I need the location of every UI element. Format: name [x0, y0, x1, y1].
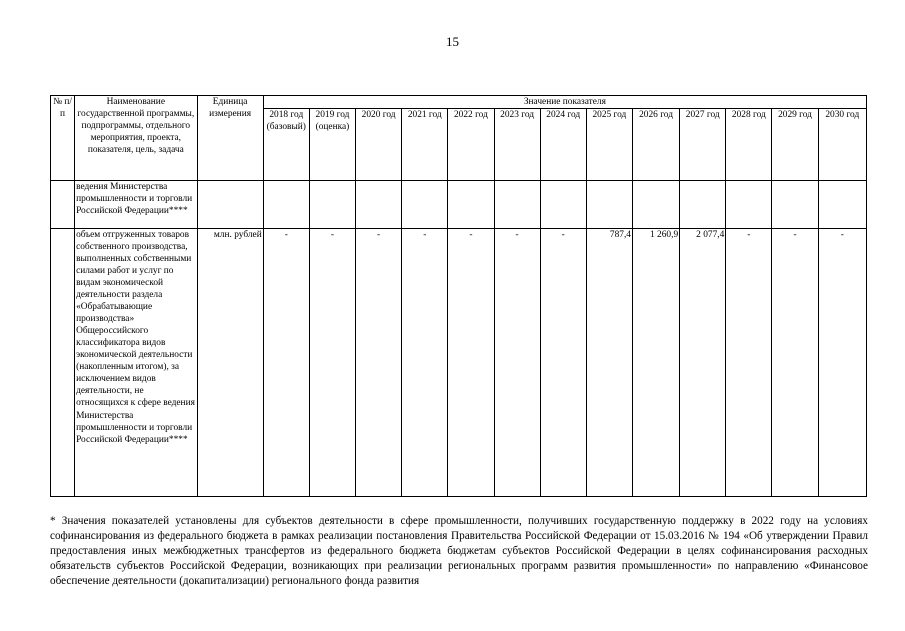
row-value: - [356, 229, 402, 497]
row-value [772, 181, 818, 229]
header-year: 2019 год (оценка) [309, 109, 355, 181]
header-unit: Единица измерения [197, 96, 263, 181]
row-value [494, 181, 540, 229]
page-number: 15 [446, 34, 459, 49]
row-num [51, 181, 75, 229]
row-value: - [263, 229, 309, 497]
row-value [309, 181, 355, 229]
row-name: объем отгруженных товаров собственного производства, выполненных собственными силами работ и услуг по видам экономической деятельности раздела «Обрабатывающие производства» Общероссийского классификатора видов экономической деятельности (накопленным итогом), за исключением видов деятельности, не относящихся к сфере ведения Министерства промышленности и торговли Российской Федерации**** [75, 229, 197, 497]
row-value [632, 181, 679, 229]
header-year: 2023 год [494, 109, 540, 181]
header-value-group: Значение показателя [263, 96, 866, 109]
row-unit [197, 181, 263, 229]
row-num [51, 229, 75, 497]
header-year: 2024 год [540, 109, 586, 181]
row-value [263, 181, 309, 229]
row-value: - [494, 229, 540, 497]
row-value: - [402, 229, 448, 497]
row-value [540, 181, 586, 229]
row-unit: млн. рублей [197, 229, 263, 497]
header-name: Наименование государственной программы, подпрограммы, отдельного мероприятия, проекта, показателя, цель, задача [75, 96, 197, 181]
row-value [586, 181, 632, 229]
row-value: - [309, 229, 355, 497]
header-year: 2025 год [586, 109, 632, 181]
table-row [51, 229, 867, 497]
header-num: № п/п [51, 96, 75, 181]
header-year: 2029 год [772, 109, 818, 181]
row-value: - [448, 229, 494, 497]
header-year: 2022 год [448, 109, 494, 181]
row-value: 2 077,4 [680, 229, 726, 497]
row-name: ведения Министерства промышленности и торговли Российской Федерации**** [75, 181, 197, 229]
row-value [818, 181, 866, 229]
header-year: 2026 год [632, 109, 679, 181]
row-value: - [772, 229, 818, 497]
row-value [680, 181, 726, 229]
header-year: 2020 год [356, 109, 402, 181]
header-year: 2021 год [402, 109, 448, 181]
row-value: 787,4 [586, 229, 632, 497]
indicator-table [50, 95, 867, 497]
row-value [726, 181, 772, 229]
footnote [50, 514, 868, 589]
row-value: - [726, 229, 772, 497]
header-year: 2030 год [818, 109, 866, 181]
header-row-top [51, 96, 867, 109]
row-value [402, 181, 448, 229]
footnote-text: * Значения показателей установлены для субъектов деятельности в сфере промышленности, получивших государственную поддержку в 2022 году на условиях софинансирования из федерального бюджета в рамках реализации постановления Правительства Российской Федерации от 15.03.2016 № 194 «Об утверждении Правил предоставления иных межбюджетных трансфертов из федерального бюджета бюджетам субъектов Российской Федерации в целях софинансирования расходных обязательств субъектов Российской Федерации, возникающих при реализации региональных программ развития промышленности» по направлению «Финансовое обеспечение деятельности (докапитализации) регионального фонда развития [50, 515, 868, 587]
header-year: 2028 год [726, 109, 772, 181]
row-value [448, 181, 494, 229]
table-row [51, 181, 867, 229]
row-value: - [540, 229, 586, 497]
row-value: 1 260,9 [632, 229, 679, 497]
header-year: 2018 год (базовый) [263, 109, 309, 181]
row-value [356, 181, 402, 229]
row-value: - [818, 229, 866, 497]
header-year: 2027 год [680, 109, 726, 181]
